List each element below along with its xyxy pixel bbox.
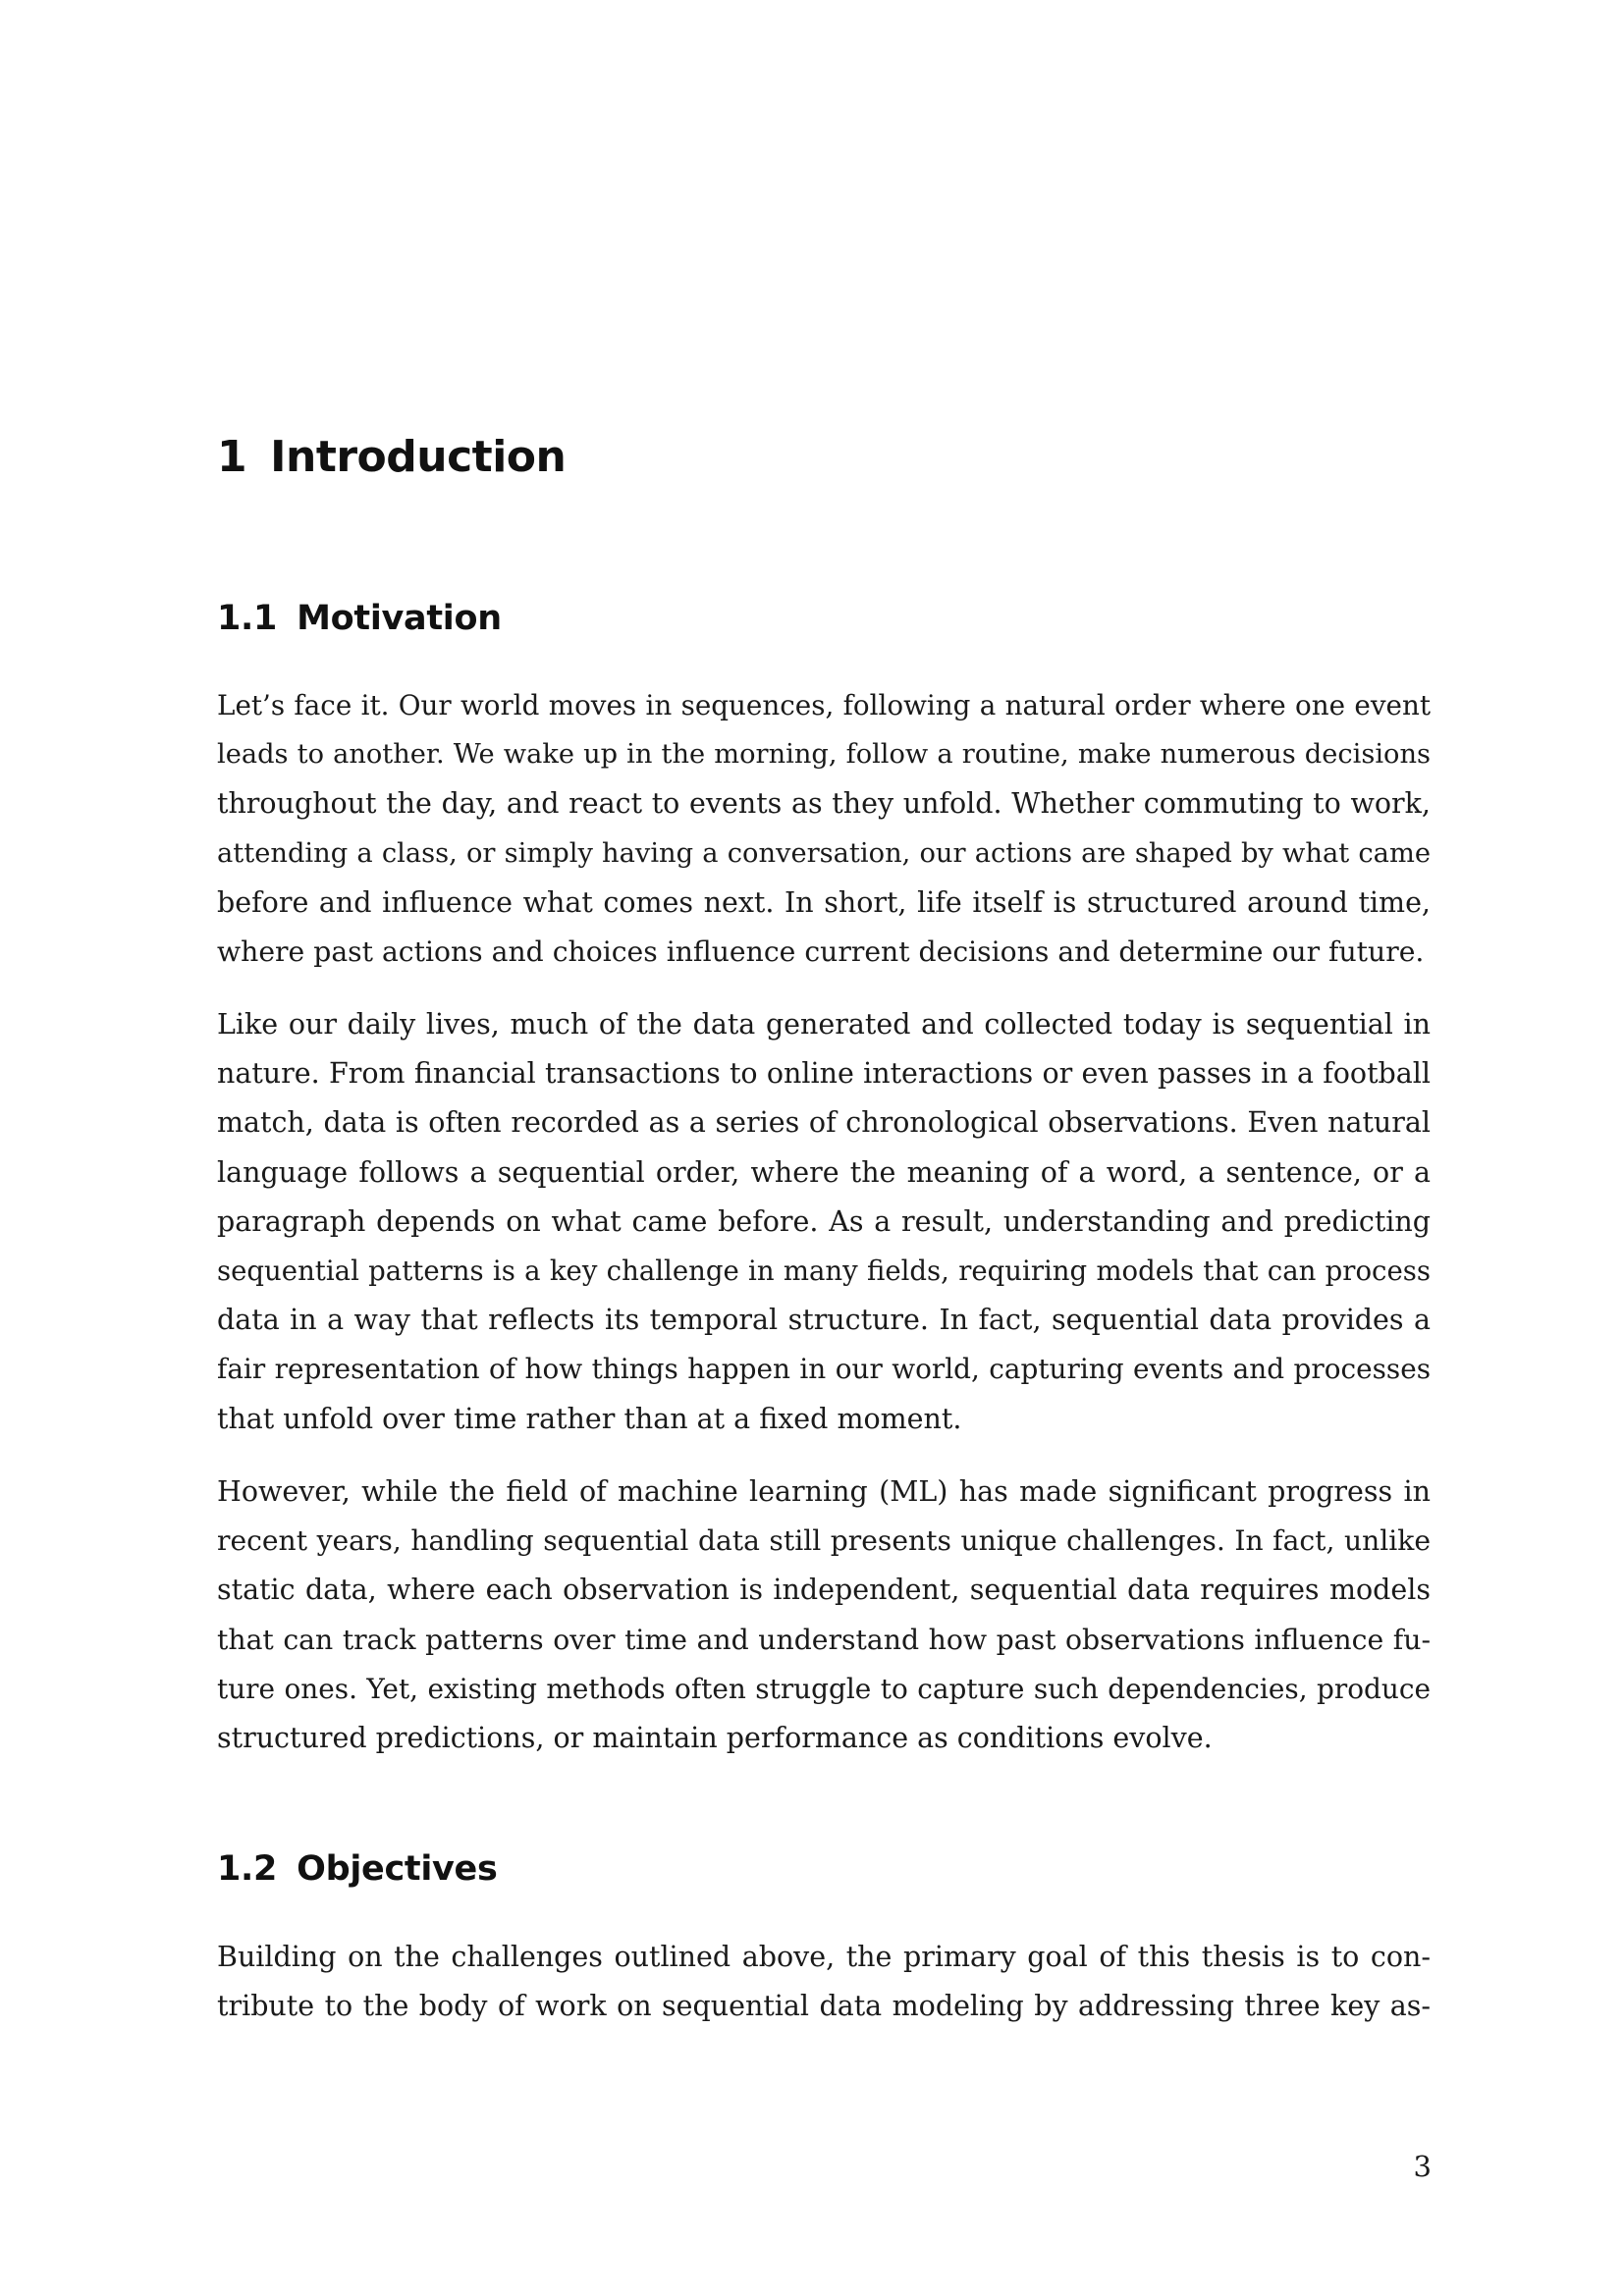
text-line: Like our daily lives, much of the data generated and collected today is sequential in: [217, 1008, 1431, 1041]
text-line: paragraph depends on what came before. As a result, understanding and predicting: [217, 1204, 1431, 1238]
text-line: throughout the day, and react to events as they unfold. Whether commuting to work,: [217, 787, 1431, 821]
chapter-title-text: Introduction: [270, 432, 567, 482]
chapter-number: 1: [217, 432, 247, 482]
section-title-objectives: [217, 1849, 498, 1889]
section-title-text: Objectives: [297, 1849, 498, 1889]
text-line: recent years, handling sequential data still presents unique challenges. In fact, unlike: [217, 1524, 1431, 1558]
paragraph-objectives-1: [217, 1933, 1431, 2031]
text-line: structured predictions, or maintain performance as conditions evolve.: [217, 1722, 1213, 1755]
text-line: nature. From financial transactions to online interactions or even passes in a football: [217, 1057, 1431, 1091]
text-line: ture ones. Yet, existing methods often struggle to capture such dependencies, produce: [217, 1672, 1431, 1705]
text-line: language follows a sequential order, where the meaning of a word, a sentence, or a: [217, 1155, 1431, 1189]
text-line: Building on the challenges outlined above, the primary goal of this thesis is to con-: [217, 1941, 1431, 1973]
section-number: 1.1: [217, 599, 278, 638]
text-line: sequential patterns is a key challenge in many fields, requiring models that can process: [217, 1255, 1431, 1288]
text-line: before and influence what comes next. In short, life itself is structured around time,: [217, 885, 1431, 919]
text-line: match, data is often recorded as a series of chronological observations. Even natural: [217, 1106, 1431, 1140]
text-line: Let’s face it. Our world moves in sequences, following a natural order where one event: [217, 689, 1431, 721]
section-number: 1.2: [217, 1849, 278, 1889]
text-line: leads to another. We wake up in the morning, follow a routine, make numerous decisions: [217, 739, 1431, 771]
section-title-text: Motivation: [297, 599, 502, 638]
text-line: where past actions and choices influence current decisions and determine our future.: [217, 935, 1425, 969]
text-line: static data, where each observation is independent, sequential data requires models: [217, 1574, 1431, 1607]
text-line: that can track patterns over time and understand how past observations influence fu-: [217, 1623, 1431, 1656]
text-line: tribute to the body of work on sequential data modeling by addressing three key as-: [217, 1990, 1431, 2023]
chapter-title: [217, 432, 566, 482]
text-line: However, while the field of machine learning (ML) has made significant progress in: [217, 1475, 1431, 1508]
paragraph-motivation-2: [217, 1000, 1431, 1444]
paragraph-motivation-3: [217, 1468, 1431, 1763]
text-line: attending a class, or simply having a conversation, our actions are shaped by what came: [217, 837, 1431, 869]
text-line: data in a way that reflects its temporal structure. In fact, sequential data provides a: [217, 1304, 1431, 1337]
text-line: fair representation of how things happen in our world, capturing events and processes: [217, 1353, 1431, 1386]
page-number: 3: [1413, 2150, 1432, 2183]
section-title-motivation: [217, 599, 502, 638]
paragraph-motivation-1: [217, 681, 1431, 977]
text-line: that unfold over time rather than at a fixed moment.: [217, 1402, 962, 1435]
